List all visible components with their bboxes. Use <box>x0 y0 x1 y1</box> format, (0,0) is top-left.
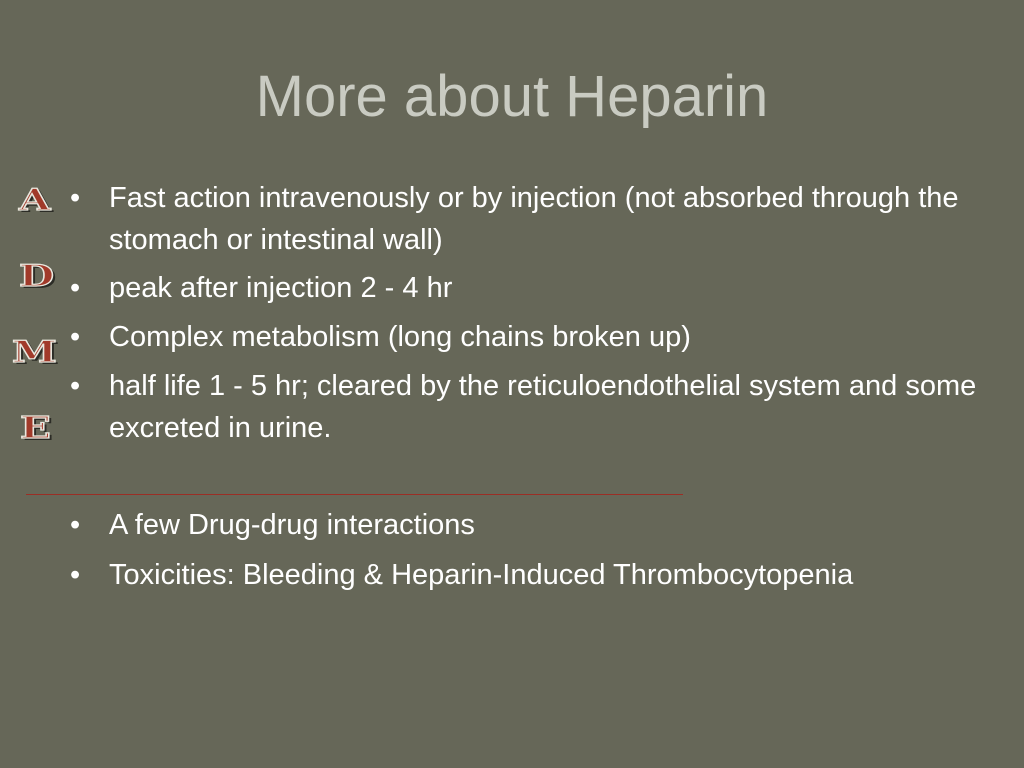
bullet-marker: • <box>70 272 81 304</box>
bullet-text: Fast action intravenously or by injection (not absorbed through the stomach or intestinal wall) <box>109 182 959 256</box>
bullet-item <box>70 365 1000 449</box>
bullet-text: Toxicities: Bleeding & Heparin-Induced Thrombocytopenia <box>109 559 854 591</box>
bullet-marker: • <box>70 559 81 591</box>
bullet-marker: • <box>70 321 81 353</box>
adme-letter-excretion: E <box>20 411 51 446</box>
bullet-item <box>70 177 1000 261</box>
bullet-item <box>70 316 1000 358</box>
bullet-marker: • <box>70 370 81 402</box>
bullet-item <box>70 267 1000 309</box>
bullet-item <box>70 554 1000 596</box>
adme-letter-metabolism: M <box>12 335 57 370</box>
adme-letter-distribution: D <box>19 259 55 294</box>
bullet-text: peak after injection 2 - 4 hr <box>109 272 453 304</box>
bullet-text: A few Drug-drug interactions <box>109 509 475 541</box>
bullet-text: half life 1 - 5 hr; cleared by the reticuloendothelial system and some excreted in urine. <box>109 370 977 444</box>
bullet-text: Complex metabolism (long chains broken up) <box>109 321 691 353</box>
bullet-marker: • <box>70 509 81 541</box>
bullet-marker: • <box>70 182 81 214</box>
adme-letter-absorption: A <box>19 183 51 218</box>
slide-title: More about Heparin <box>255 64 769 129</box>
divider-line <box>26 494 683 495</box>
bullet-item <box>70 504 1000 546</box>
